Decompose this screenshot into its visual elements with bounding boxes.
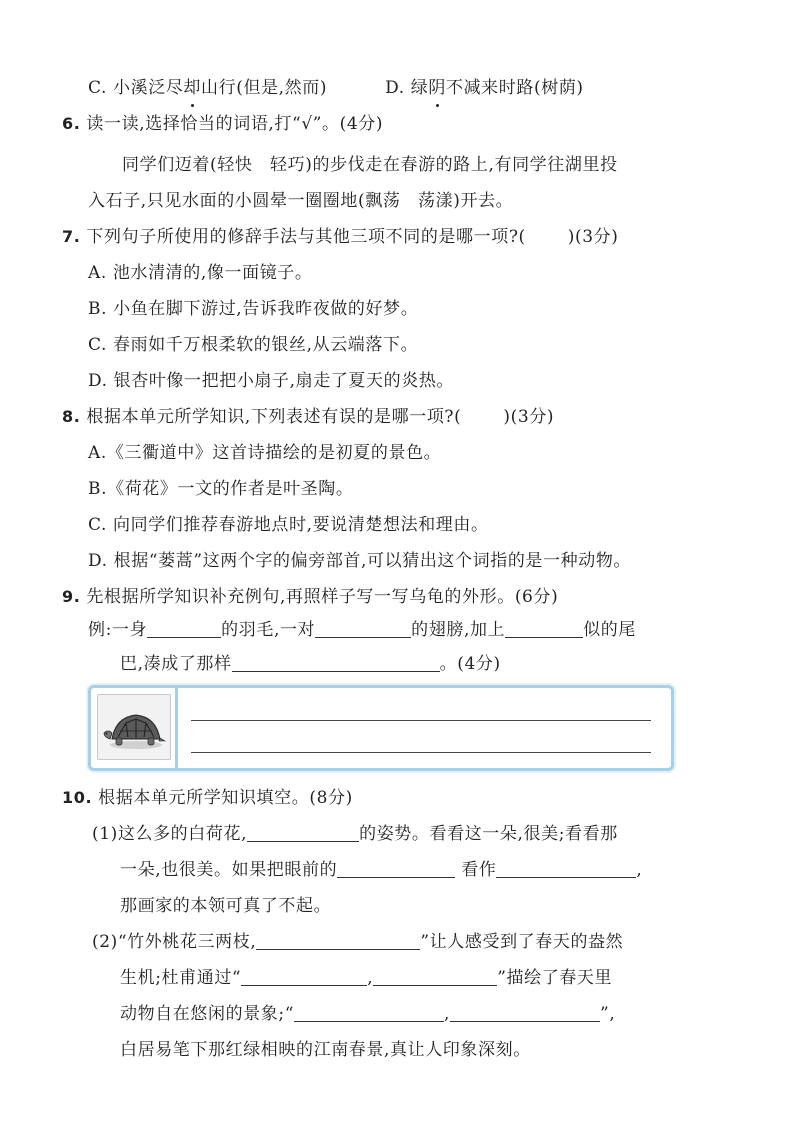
q10-blank-4[interactable]	[256, 931, 420, 950]
q10-part1-line-3: 那画家的本领可真了不起。	[120, 896, 332, 916]
q6-passage-line-1: 同学们迈着(轻快 轻巧)的步伐走在春游的路上,有同学往湖里投	[122, 155, 618, 175]
q7-option-d: D. 银杏叶像一把把小扇子,扇走了夏天的炎热。	[88, 371, 455, 391]
q7-option-a: A. 池水清清的,像一面镜子。	[88, 263, 313, 283]
q9-blank-3[interactable]	[505, 619, 583, 638]
q9-example-line-2: 巴,凑成了那样 。(4分)	[120, 654, 501, 674]
q5-option-c: C. 小溪泛尽却山行(但是,然而)	[88, 78, 328, 98]
q9-blank-1[interactable]	[147, 619, 221, 638]
q10-part2-line-3: 动物自在悠闲的景象;“ , ”,	[120, 1004, 616, 1024]
turtle-icon	[97, 694, 171, 760]
q10-part2-line-4: 白居易笔下那红绿相映的江南春景,真让人印象深刻。	[120, 1040, 531, 1060]
q8-option-c: C. 向同学们推荐春游地点时,要说清楚想法和理由。	[88, 515, 489, 535]
q5-option-d: D. 绿阴不减来时路(树荫)	[385, 78, 584, 98]
q9-answer-box	[88, 685, 674, 771]
q8-option-b: B.《荷花》一文的作者是叶圣陶。	[88, 479, 354, 499]
q6-prompt: 6. 读一读,选择恰当的词语,打“√”。(4分)	[62, 114, 384, 134]
q8-prompt: 8. 根据本单元所学知识,下列表述有误的是哪一项?( )(3分)	[62, 407, 555, 427]
q8-option-d: D. 根据“蒌蒿”这两个字的偏旁部首,可以猜出这个词指的是一种动物。	[88, 551, 632, 571]
q9-prompt: 9. 先根据所学知识补充例句,再照样子写一写乌龟的外形。(6分)	[62, 587, 559, 607]
q6-passage-line-2: 入石子,只见水面的小圆晕一圈圈地(飘荡 荡漾)开去。	[88, 191, 514, 211]
q5-options-line	[88, 76, 584, 100]
q10-part1-line-1: (1)这么多的白荷花, 的姿势。看看这一朵,很美;看看那	[92, 824, 618, 844]
q10-part2-line-1: (2)“竹外桃花三两枝, ”让人感受到了春天的盎然	[92, 932, 624, 952]
q10-prompt: 10. 根据本单元所学知识填空。(8分)	[62, 788, 353, 808]
q9-write-line-2[interactable]	[191, 752, 651, 753]
q9-example-line-1: 例:一身 的羽毛,一对 的翅膀,加上 似的尾	[88, 620, 636, 640]
q9-write-line-1[interactable]	[191, 720, 651, 721]
q10-blank-2[interactable]	[337, 859, 455, 878]
q10-part2-line-2: 生机;杜甫通过“ , ”描绘了春天里	[120, 968, 613, 988]
q10-blank-6[interactable]	[373, 967, 497, 986]
q7-option-c: C. 春雨如千万根柔软的银丝,从云端落下。	[88, 335, 419, 355]
q7-prompt: 7. 下列句子所使用的修辞手法与其他三项不同的是哪一项?( )(3分)	[62, 227, 619, 247]
q10-blank-1[interactable]	[247, 823, 359, 842]
q7-option-b: B. 小鱼在脚下游过,告诉我昨夜做的好梦。	[88, 299, 419, 319]
q10-blank-3[interactable]	[496, 859, 636, 878]
q10-blank-7[interactable]	[294, 1003, 444, 1022]
q8-option-a: A.《三衢道中》这首诗描绘的是初夏的景色。	[88, 443, 442, 463]
q9-blank-4[interactable]	[232, 653, 440, 672]
answer-box-divider	[175, 688, 178, 768]
q10-blank-8[interactable]	[450, 1003, 600, 1022]
q10-part1-line-2: 一朵,也很美。如果把眼前的 看作 ,	[120, 860, 643, 880]
q9-blank-2[interactable]	[315, 619, 411, 638]
q10-blank-5[interactable]	[241, 967, 367, 986]
